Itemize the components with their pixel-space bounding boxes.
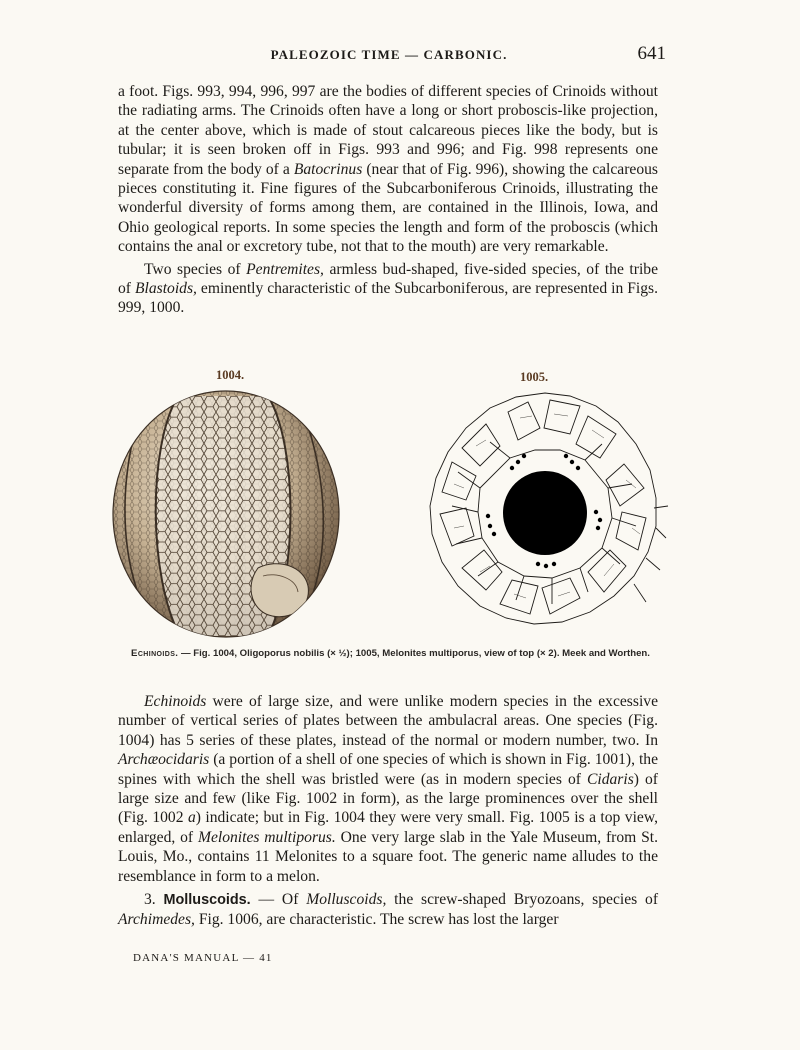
signature-mark: DANA'S MANUAL — 41 [133, 952, 273, 964]
page-number: 641 [637, 43, 666, 64]
italic-run: Batocrinus [293, 160, 363, 178]
paragraph [118, 260, 658, 318]
paragraph [118, 692, 658, 886]
text-run: armless bud-shaped, five-sided species, of the tribe of [118, 260, 658, 298]
body-text-bottom [118, 692, 658, 930]
text-run: ) of large size and few (like Fig. 1002 in form), as the large prominences over the shell (Fig. 1002 [118, 770, 658, 827]
text-run: a foot. Figs. 993, 994, 996, 997 are the bodies of different species of Crinoids without the radiating arms. The Crinoids often have a long or short proboscis-like projection, at the center above, which is made of stout calcareous pieces like the body, but is tubular; it is seen broken off in Figs. 993 and 996; and Fig. 998 represents one separate from the body of a [118, 83, 658, 178]
italic-run: Archimedes, [118, 911, 195, 929]
paragraph [118, 890, 658, 930]
text-run: were of large size, and were unlike modern species in the excessive number of vertical series of plates between the ambulacral areas. One species (Fig. 1004) has 5 series of these plates, instead of the normal or modern number, two. In [118, 693, 658, 749]
paragraph [118, 82, 658, 257]
body-text-top [118, 82, 658, 318]
bold-run: Molluscoids. [163, 892, 251, 909]
text-run: the screw-shaped Bryozoans, species of [386, 891, 659, 909]
italic-run: Echinoids [144, 693, 207, 710]
figure-1005-melonites-illustration [420, 388, 670, 634]
figure-caption [118, 647, 663, 660]
text-run: (a portion of a shell of one species of which is shown in Fig. 1001), the spines with which the shell was bristled were (as in modern species of [118, 751, 658, 788]
text-run: Two species of [144, 260, 247, 278]
italic-run: a [187, 809, 196, 827]
text-run: Fig. 1006, are characteristic. The screw has lost the larger [194, 911, 559, 929]
melonites-top-view-drawing [420, 388, 670, 634]
figure-1004-echinoid-illustration [108, 386, 348, 640]
text-run: One very large slab in the Yale Museum, from St. Louis, Mo., contains 11 Melonites to a square foot. The generic name alludes to the resemblance in form to a melon. [118, 828, 658, 885]
figure-1004-label: 1004. [216, 368, 245, 382]
text-run: ) indicate; but in Fig. 1004 they were very small. Fig. 1005 is a top view, enlarged, of [118, 809, 658, 846]
text-run: eminently characteristic of the Subcarboniferous, are represented in Figs. 999, 1000. [118, 280, 658, 317]
echinoid-sphere-engraving [108, 386, 348, 640]
text-run: — Of [250, 891, 307, 909]
italic-run: Pentremites, [246, 260, 324, 278]
italic-run: Archæocidaris [118, 751, 210, 769]
caption-lead: Echinoids. [131, 648, 179, 659]
italic-run: Molluscoids, [306, 891, 387, 909]
figure-1005-label: 1005. [520, 370, 549, 384]
text-run: 3. [144, 891, 164, 909]
running-head: PALEOZOIC TIME — CARBONIC. [270, 47, 508, 62]
caption-body: — Fig. 1004, Oligoporus nobilis (× ½); 1005, Melonites multiporus, view of top (× 2). Meek and Worthen. [178, 648, 650, 659]
italic-run: Blastoids, [134, 280, 197, 298]
text-run: (near that of Fig. 996), showing the calcareous pieces constituting it. Fine figures of the Subcarboniferous Crinoids, illustrating the wonderful diversity of forms among them, are contained in the Illinois, Iowa, and Ohio geological reports. In some species the length and form of the proboscis (which contains the anal or excretory tube, not that to the mouth) are very remarkable. [118, 160, 658, 256]
italic-run: Melonites multiporus. [197, 828, 336, 846]
page-header [118, 43, 666, 69]
italic-run: Cidaris [586, 770, 634, 788]
